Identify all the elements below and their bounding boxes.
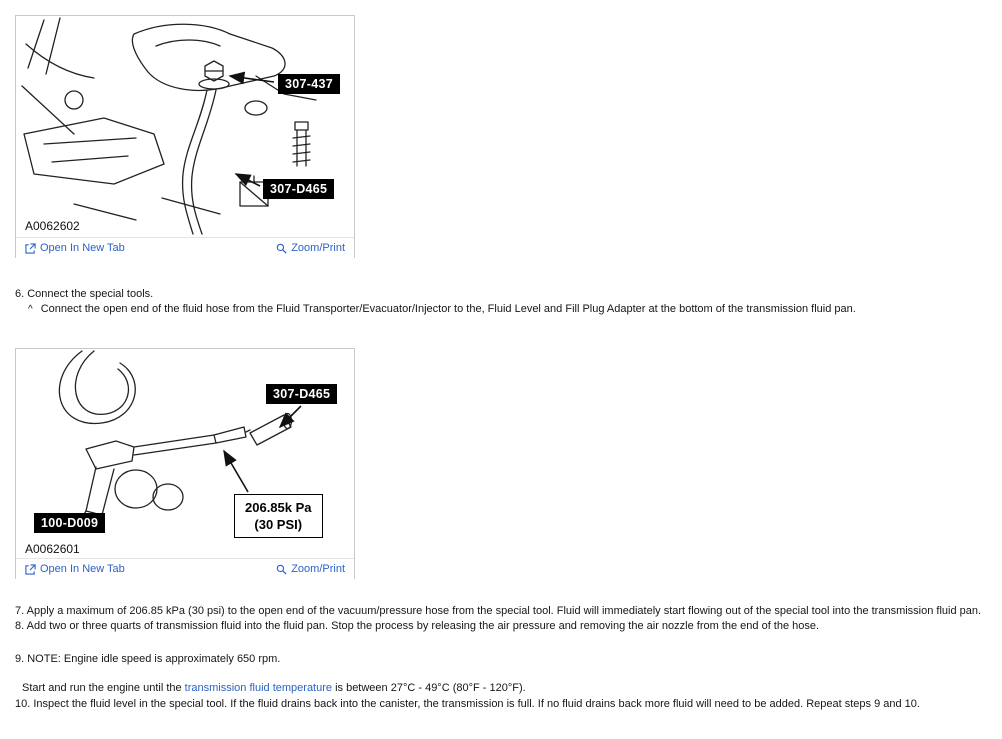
step-6-block bbox=[15, 287, 856, 317]
figure-1 bbox=[15, 15, 355, 258]
figure-2-open-link-label: Open In New Tab bbox=[40, 563, 125, 575]
run-engine-line bbox=[22, 681, 526, 696]
open-in-new-tab-icon bbox=[25, 243, 36, 254]
step-9-block bbox=[15, 652, 280, 667]
step-6-bullet-text: Connect the open end of the fluid hose from the Fluid Transporter/Evacuator/Injector to the, Fluid Level and Fill Plug Adapter at the bottom of the transmission fluid pan. bbox=[40, 303, 856, 315]
zoom-icon bbox=[276, 243, 287, 254]
figure-2-callout-left: 100-D009 bbox=[34, 513, 105, 533]
step-10-block bbox=[15, 697, 920, 712]
step-6-bullet-line bbox=[15, 302, 856, 317]
step-8-text: 8. Add two or three quarts of transmission fluid into the fluid pan. Stop the process by releasing the air pressure and removing the air nozzle from the end of the hose. bbox=[15, 620, 820, 632]
figure-1-callout-bottom: 307-D465 bbox=[263, 179, 334, 199]
figure-2-image-id: A0062601 bbox=[25, 542, 80, 556]
run-engine-suffix: is between 27°C - 49°C (80°F - 120°F). bbox=[332, 682, 526, 694]
step-7-text: 7. Apply a maximum of 206.85 kPa (30 psi) to the open end of the vacuum/pressure hose from the special tool. Fluid will immediately start flowing out of the special tool into the transmission fluid pan. bbox=[15, 605, 982, 617]
open-in-new-tab-icon bbox=[25, 564, 36, 575]
run-engine-prefix: Start and run the engine until the bbox=[22, 682, 185, 694]
run-engine-paragraph bbox=[22, 681, 526, 696]
figure-1-image-id: A0062602 bbox=[25, 219, 80, 233]
figure-1-open-in-new-tab-link[interactable] bbox=[25, 242, 125, 254]
figure-1-illustration bbox=[16, 16, 354, 237]
transmission-fluid-temperature-link[interactable]: transmission fluid temperature bbox=[184, 682, 333, 694]
step-10-text: 10. Inspect the fluid level in the special tool. If the fluid drains back into the canister, the transmission is full. If no fluid drains back more fluid will need to be added. Repeat steps 9 and 10. bbox=[15, 698, 920, 710]
pressure-note-line2: (30 PSI) bbox=[254, 517, 303, 532]
steps-7-8-block bbox=[15, 604, 981, 634]
figure-1-callout-top: 307-437 bbox=[278, 74, 340, 94]
figure-2-footer bbox=[16, 558, 354, 579]
pressure-note-box bbox=[234, 494, 323, 538]
engine-line-art bbox=[16, 16, 354, 237]
step-9-text: 9. NOTE: Engine idle speed is approximately 650 rpm. bbox=[15, 653, 281, 665]
figure-2-callout-top: 307-D465 bbox=[266, 384, 337, 404]
figure-1-zoom-print-link[interactable] bbox=[276, 242, 345, 254]
figure-2 bbox=[15, 348, 355, 579]
figure-2-zoom-print-link[interactable] bbox=[276, 563, 345, 575]
figure-2-open-in-new-tab-link[interactable] bbox=[25, 563, 125, 575]
bullet-marker: ^ bbox=[28, 304, 33, 315]
figure-1-footer bbox=[16, 237, 354, 258]
figure-1-zoom-link-label: Zoom/Print bbox=[291, 242, 345, 254]
zoom-icon bbox=[276, 564, 287, 575]
figure-2-zoom-link-label: Zoom/Print bbox=[291, 563, 345, 575]
pressure-note-line1: 206.85k Pa bbox=[245, 500, 312, 515]
figure-2-illustration bbox=[16, 349, 354, 558]
step-6-text: 6. Connect the special tools. bbox=[15, 288, 154, 300]
figure-1-open-link-label: Open In New Tab bbox=[40, 242, 125, 254]
